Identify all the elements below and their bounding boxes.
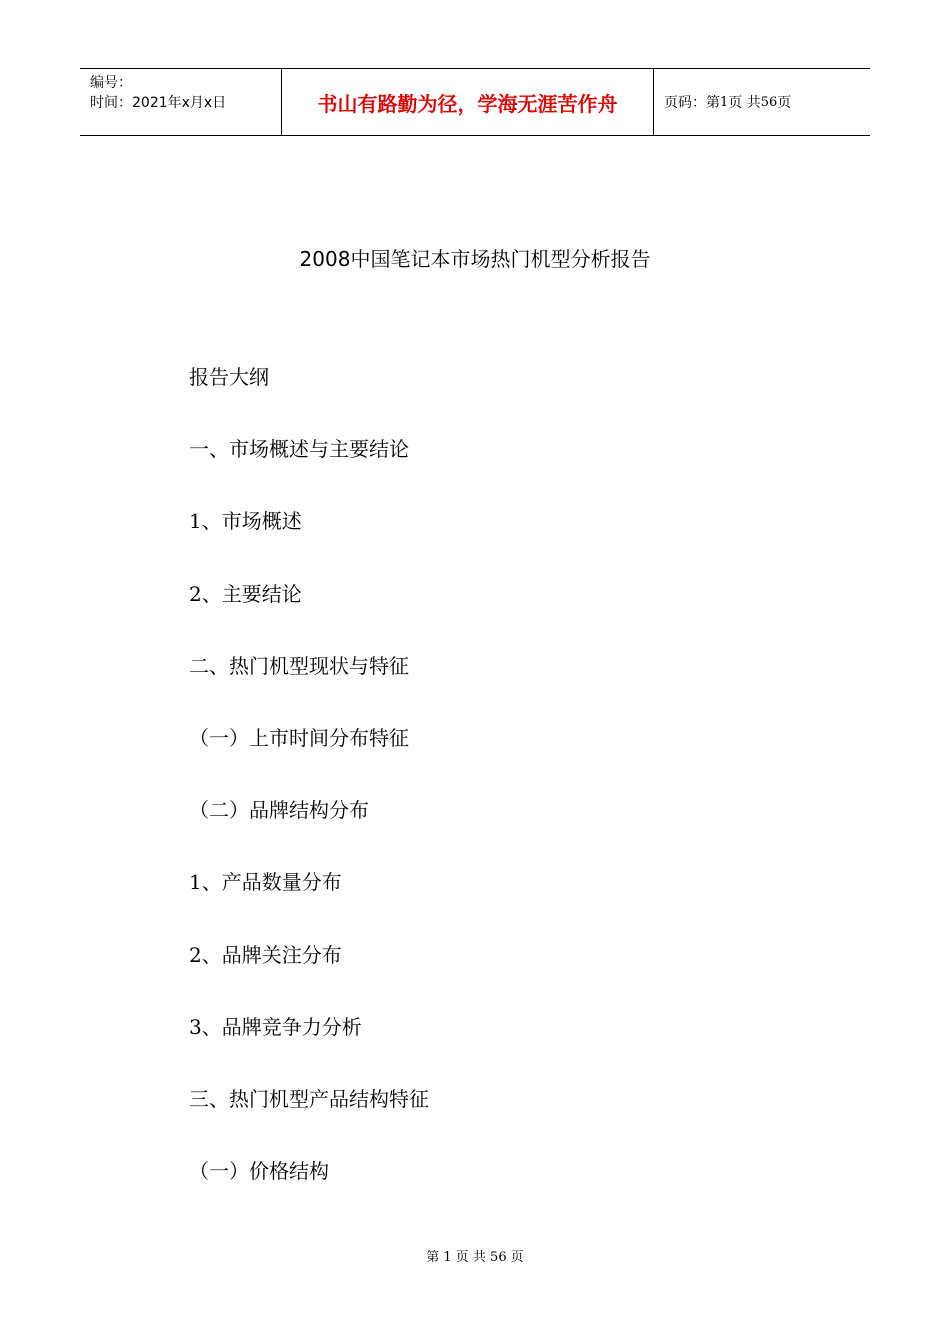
- outline-item: 1、市场概述: [189, 509, 302, 534]
- outline-item: （二）品牌结构分布: [189, 798, 369, 823]
- page-total: 56: [760, 94, 778, 110]
- page-prefix: 页码：第: [664, 95, 720, 111]
- outline-item: 一、市场概述与主要结论: [189, 437, 409, 462]
- header-meta: [80, 69, 281, 135]
- document-title: 2008中国笔记本市场热门机型分析报告: [299, 247, 651, 271]
- outline-item: （一）价格结构: [189, 1159, 329, 1184]
- outline-list: [189, 360, 429, 1226]
- header-page-info: [654, 69, 870, 135]
- page-mid: 页 共: [728, 95, 761, 111]
- outline-item: 2、品牌关注分布: [189, 942, 342, 967]
- outline-item: 2、主要结论: [189, 581, 302, 606]
- outline-item: 二、热门机型现状与特征: [189, 653, 409, 678]
- outline-item: 三、热门机型产品结构特征: [189, 1086, 429, 1111]
- header-motto: 书山有路勤为径，学海无涯苦作舟: [281, 69, 654, 135]
- date-label: 时间：2021年x月x日: [90, 95, 227, 111]
- page-current: 1: [720, 94, 729, 110]
- serial-label: 编号：: [90, 75, 132, 91]
- outline-item: 3、品牌竞争力分析: [189, 1014, 362, 1039]
- outline-item: （一）上市时间分布特征: [189, 725, 409, 750]
- page-footer: 第 1 页 共 56 页: [426, 1250, 524, 1265]
- page-header: [80, 68, 870, 136]
- page-suffix: 页: [777, 95, 792, 111]
- outline-item: 1、产品数量分布: [189, 870, 342, 895]
- outline-heading: 报告大纲: [189, 365, 269, 389]
